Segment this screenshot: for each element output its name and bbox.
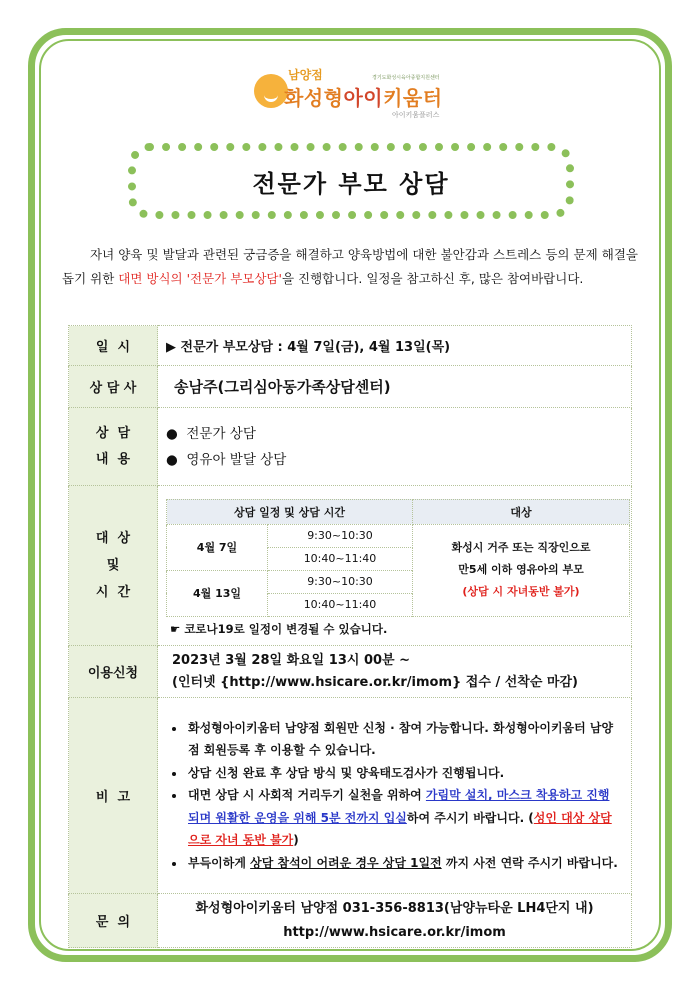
label-apply: 이용신청: [69, 646, 158, 698]
row-apply: [69, 646, 632, 698]
logo-org: 경기도화성시육아종합지원센터: [372, 75, 440, 81]
schedule-table: [166, 499, 630, 617]
row-remarks: [69, 698, 632, 894]
logo-branch: 남양점: [288, 68, 323, 82]
logo-name: [284, 82, 443, 111]
label-date: 일 시: [69, 326, 158, 366]
remark-3-blue: 가림막 설치, 마스크 착용하고 진행되며 원활한 운영을 위해 5분 전까지 입실: [188, 788, 610, 825]
value-apply: [158, 646, 632, 698]
info-table: [68, 325, 632, 948]
intro-text-2: 을 진행합니다. 일정을 참고하신 후, 많은 참여바랍니다.: [281, 271, 584, 286]
label-content: [69, 408, 158, 486]
list-item: [186, 852, 621, 875]
remark-4b: 까지 사전 연락 주시기 바랍니다.: [441, 855, 618, 870]
remark-3b: 하여 주시기 바랍니다. (: [406, 810, 534, 825]
apply-line-1: 2023년 3월 28일 화요일 13시 00분 ~: [172, 652, 411, 668]
schedule-time: 9:30~10:30: [268, 570, 413, 593]
schedule-header: 상담 일정 및 상담 시간: [167, 499, 413, 524]
content-item-1: 전문가 상담: [186, 425, 256, 442]
list-item: • 상담 신청 완료 후 상담 방식 및 양육태도검사가 진행됩니다.: [186, 762, 621, 785]
target-note: (상담 시 자녀동반 불가): [462, 585, 580, 598]
schedule-date-1: 4월 7일: [167, 524, 268, 570]
list-item: ● 전문가 상담: [166, 425, 256, 442]
intro-paragraph: [62, 243, 638, 291]
label-remarks: 비 고: [69, 698, 158, 894]
logo-name-c: 키움터: [383, 86, 443, 110]
remark-3-red: 성인 대상 상담으로 자녀 동반 불가: [188, 810, 612, 848]
row-date: [69, 326, 632, 366]
contact-line-1: 화성형아이키움터 남양점 031-356-8813(남양뉴타운 LH4단지 내): [195, 900, 594, 916]
row-contact: [69, 894, 632, 948]
schedule-time: 9:30~10:30: [268, 524, 413, 547]
schedule-date-2: 4월 13일: [167, 570, 268, 616]
label-target-1: 대 상: [95, 531, 131, 546]
remark-3c: ): [293, 833, 299, 848]
label-target: [69, 486, 158, 646]
value-remarks: [158, 698, 632, 894]
target-line-2: 만5세 이하 영유아의 부모: [458, 563, 584, 576]
schedule-time: 10:40~11:40: [268, 547, 413, 570]
list-item: ● 영유아 발달 상담: [166, 451, 287, 468]
label-counselor: 상 담 사: [69, 366, 158, 408]
apply-line-2: (인터넷 {http://www.hsicare.or.kr/imom} 접수 / 선착순 마감): [172, 674, 578, 690]
page-title: 전문가 부모 상담: [252, 169, 450, 198]
covid-note: ☛ 코로나19로 일정이 변경될 수 있습니다.: [170, 621, 388, 636]
list-item: • 화성형아이키움터 남양점 회원만 신청 · 참여 가능합니다. 화성형아이키움터 남양점 회원등록 후 이용할 수 있습니다.: [186, 717, 621, 762]
title-box: [128, 143, 574, 219]
label-content-1: 상 담: [95, 425, 131, 441]
row-content: [69, 408, 632, 486]
list-item: [186, 784, 621, 852]
label-content-2: 내 용: [95, 451, 131, 467]
intro-highlight: 대면 방식의 '전문가 부모상담': [118, 271, 282, 286]
value-date: ▶ 전문가 부모상담 : 4월 7일(금), 4월 13일(목): [158, 326, 632, 366]
intro-text-1: 자녀 양육 및 발달과 관련된 궁금증을 해결하고 양육방법에 대한 불안감과 스트레스 등의 문제 해결을 돕기 위한: [62, 247, 638, 286]
target-line-1: 화성시 거주 또는 직장인으로: [451, 541, 591, 554]
logo-name-b: 아이: [343, 86, 384, 110]
schedule-time: 10:40~11:40: [268, 593, 413, 616]
remark-4a: 부득이하게: [188, 855, 251, 870]
value-target: [158, 486, 632, 646]
logo-sub: 아이키움플러스: [392, 111, 440, 119]
value-content: [158, 408, 632, 486]
content-item-2: 영유아 발달 상담: [186, 451, 287, 468]
label-contact: 문 의: [69, 894, 158, 948]
row-target: [69, 486, 632, 646]
contact-url[interactable]: http://www.hsicare.or.kr/imom: [283, 924, 506, 940]
logo: [250, 66, 470, 126]
remark-4-ul: 상담 참석이 어려운 경우 상담 1일전: [250, 855, 442, 870]
label-target-2: 및: [106, 558, 120, 573]
target-header: 대상: [413, 499, 630, 524]
remarks-list: [164, 717, 621, 875]
value-counselor: 송남주(그리심아동가족상담센터): [158, 366, 632, 408]
label-target-3: 시 간: [95, 585, 131, 600]
row-counselor: [69, 366, 632, 408]
smile-face-icon: [254, 74, 288, 108]
value-contact: [158, 894, 632, 948]
target-cell: [413, 524, 630, 616]
logo-name-a: 화성형: [284, 86, 344, 110]
remark-3a: 대면 상담 시 사회적 거리두기 실천을 위하여: [188, 788, 426, 803]
